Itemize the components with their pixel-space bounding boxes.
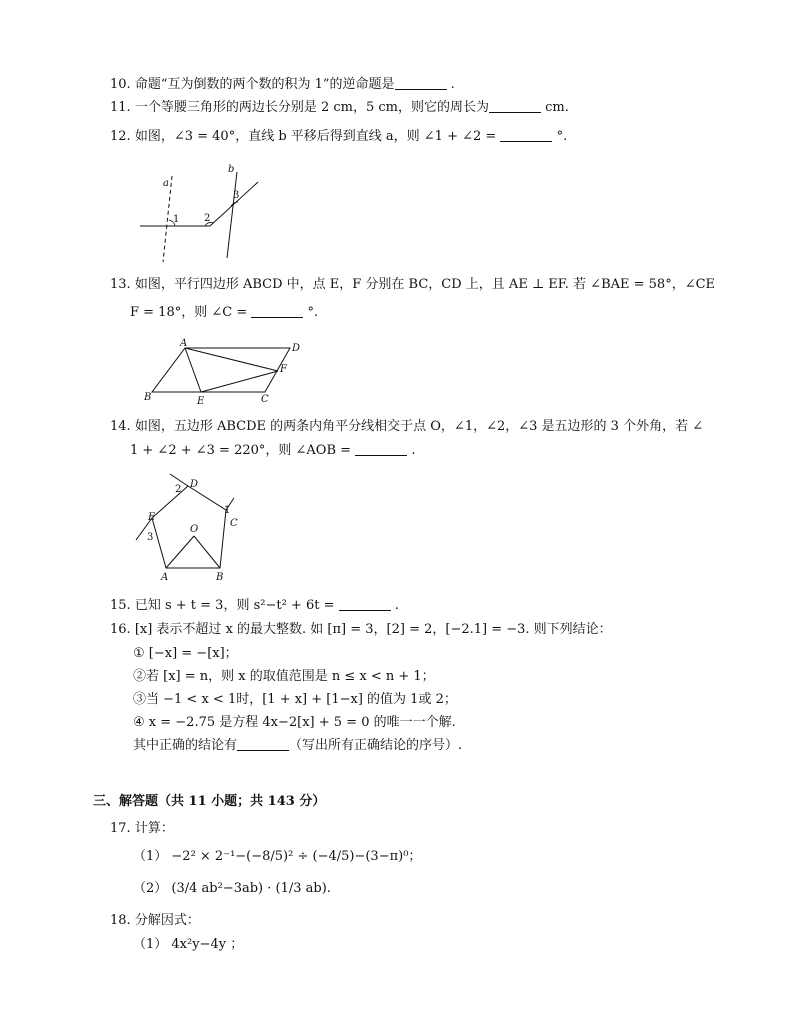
question-17: [110, 820, 174, 838]
label-A: A: [161, 572, 169, 582]
question-text-tail: °.: [307, 305, 319, 320]
answer-blank[interactable]: [489, 99, 541, 113]
label-E: E: [148, 512, 156, 523]
label-angle-1: 1: [173, 214, 180, 225]
figure-q12: [130, 158, 270, 268]
question-text: 命题“互为倒数的两个数的积为 1”的逆命题是: [134, 77, 395, 92]
question-15: [110, 597, 399, 615]
question-17-part-2: （2） (3/4 ab²−3ab) · (1/3 ab).: [133, 881, 331, 896]
pentagon-abcde: [152, 486, 226, 568]
question-text-tail: .: [450, 77, 455, 92]
question-number: 13.: [110, 277, 131, 292]
label-B: B: [144, 392, 152, 403]
question-14-line2: [130, 442, 415, 460]
question-13: [110, 276, 715, 294]
question-text: [x] 表示不超过 x 的最大整数. 如 [π] = 3，[2] = 2，[−2.1] = −3. 则下列结论：: [134, 622, 612, 637]
question-number: 14.: [110, 419, 131, 434]
question-number: 18.: [110, 913, 131, 928]
line-b: [227, 172, 240, 258]
label-O: O: [190, 524, 199, 535]
segment-af: [185, 348, 278, 371]
question-text: 如图，∠3 = 40°，直线 b 平移后得到直线 a，则 ∠1 + ∠2 =: [134, 129, 497, 144]
question-text: 如图，平行四边形 ABCD 中，点 E，F 分别在 BC，CD 上，且 AE ⊥ EF. 若 ∠BAE = 58°，∠CE: [134, 277, 716, 292]
label-D: D: [190, 479, 199, 490]
label-E: E: [197, 396, 205, 407]
label-angle-2: 2: [204, 213, 211, 224]
label-B: B: [216, 572, 224, 582]
question-14: [110, 418, 703, 436]
conclusion-item: ③当 −1 < x < 1时，[1 + x] + [1−x] 的值为 1或 2；: [133, 692, 457, 707]
bisector-ao: [166, 536, 194, 568]
question-13-line2: [130, 304, 318, 322]
question-text-tail: .: [411, 443, 416, 458]
question-12: [110, 128, 567, 146]
conclusion-item: ②若 [x] = n，则 x 的取值范围是 n ≤ x < n + 1；: [133, 669, 435, 684]
section-heading: 三、解答题（共 11 小题；共 143 分）: [93, 794, 326, 809]
figure-q14: [130, 470, 250, 582]
label-angle-1: 1: [224, 505, 231, 516]
question-number: 15.: [110, 598, 131, 613]
question-number: 12.: [110, 129, 131, 144]
question-text: 如图，五边形 ABCDE 的两条内角平分线相交于点 O，∠1，∠2，∠3 是五边形的 3 个外角，若 ∠: [134, 419, 704, 434]
segment-ae: [185, 348, 201, 392]
question-title: 分解因式：: [134, 913, 200, 928]
question-text: 1 + ∠2 + ∠3 = 220°，则 ∠AOB =: [130, 443, 352, 458]
label-a: a: [163, 178, 169, 189]
slanted-line: [210, 182, 258, 226]
label-C: C: [261, 394, 269, 405]
bisector-bo: [194, 536, 220, 568]
answer-blank[interactable]: [237, 737, 289, 751]
question-number: 11.: [110, 100, 131, 115]
label-angle-3: 3: [233, 190, 240, 201]
answer-blank[interactable]: [355, 442, 407, 456]
question-18: [110, 912, 200, 930]
question-text: 其中正确的结论有: [133, 738, 238, 753]
question-text-tail: .: [394, 598, 399, 613]
answer-blank[interactable]: [395, 76, 447, 90]
question-10: [110, 76, 455, 94]
label-A: A: [180, 338, 188, 349]
label-angle-3: 3: [147, 532, 154, 543]
question-text: 已知 s + t = 3，则 s²−t² + 6t =: [134, 598, 335, 613]
answer-blank[interactable]: [339, 597, 391, 611]
question-title: 计算：: [134, 821, 174, 836]
question-text-tail: （写出所有正确结论的序号）.: [289, 738, 463, 753]
conclusion-item: ① [−x] = −[x]；: [133, 646, 238, 661]
answer-blank[interactable]: [500, 128, 552, 142]
question-number: 17.: [110, 821, 131, 836]
label-D: D: [292, 343, 301, 354]
label-C: C: [230, 518, 238, 529]
question-text-tail: °.: [556, 129, 568, 144]
conclusion-item: ④ x = −2.75 是方程 4x−2[x] + 5 = 0 的唯一一个解.: [133, 715, 456, 730]
label-angle-2: 2: [175, 484, 182, 495]
parallelogram-abcd: [152, 348, 290, 392]
label-b: b: [228, 164, 235, 175]
question-18-part-1: （1） 4x²y−4y ；: [133, 937, 244, 952]
question-text: 一个等腰三角形的两边长分别是 2 cm，5 cm，则它的周长为: [134, 100, 489, 115]
question-16-conclusion: [133, 737, 462, 755]
figure-q13: [140, 338, 320, 408]
question-text-tail: cm.: [545, 100, 569, 115]
answer-blank[interactable]: [251, 304, 303, 318]
question-16: [110, 621, 612, 639]
label-F: F: [280, 364, 287, 375]
question-text: F = 18°，则 ∠C =: [130, 305, 248, 320]
question-17-part-1: （1） −2² × 2⁻¹−(−8/5)² ÷ (−4/5)−(3−π)⁰；: [133, 849, 422, 864]
question-number: 10.: [110, 77, 131, 92]
question-11: [110, 99, 569, 117]
question-number: 16.: [110, 622, 131, 637]
